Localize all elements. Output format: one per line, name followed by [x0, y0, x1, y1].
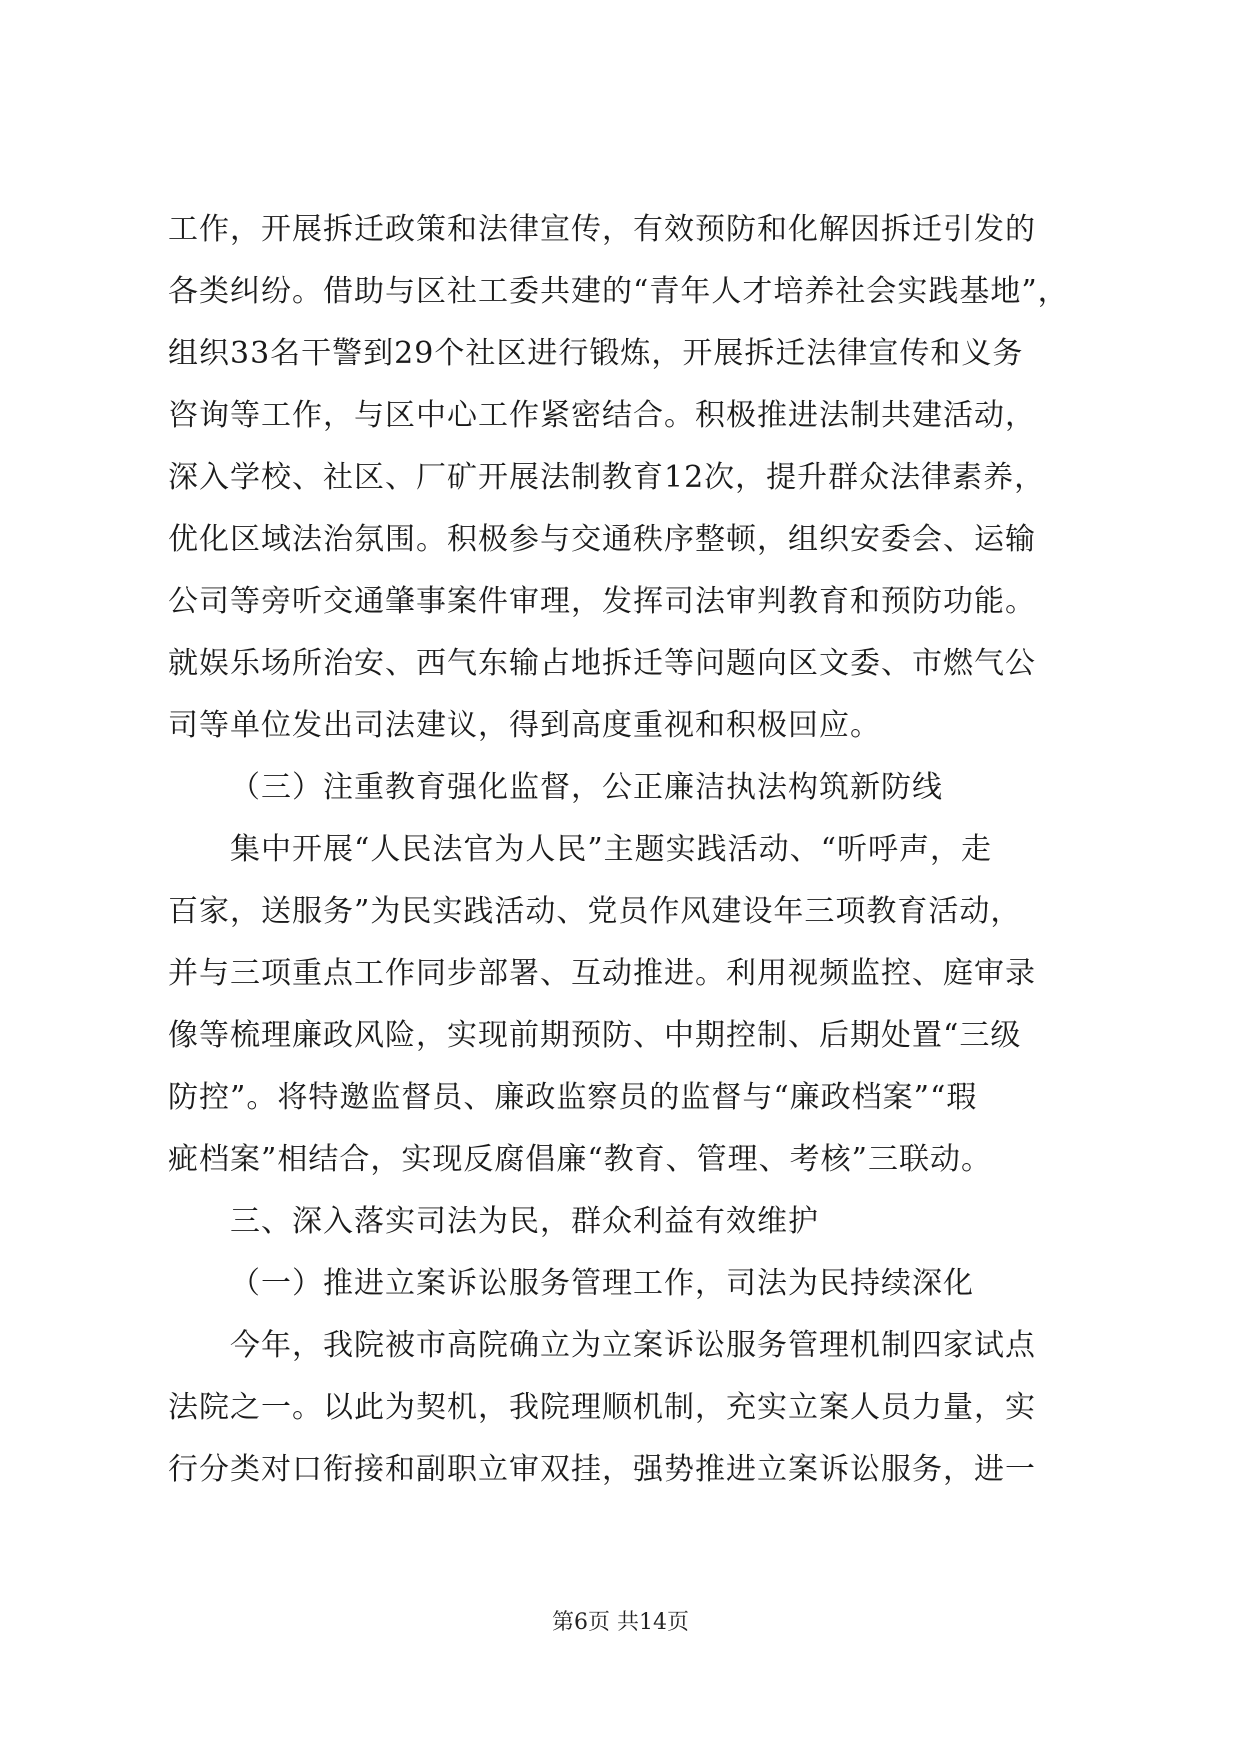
text-line: 集中开展“人民法官为人民”主题实践活动、“听呼声，走: [230, 832, 993, 867]
text-line: 今年，我院被市高院确立为立案诉讼服务管理机制四家试点: [230, 1328, 1036, 1363]
text-line: 防控”。将特邀监督员、廉政监察员的监督与“廉政档案”“瑕: [168, 1080, 978, 1115]
text-line: 就娱乐场所治安、西气东输占地拆迁等问题向区文委、市燃气公: [168, 646, 1036, 681]
section-heading: （三）注重教育强化监督，公正廉洁执法构筑新防线: [230, 770, 943, 805]
text-line: 深入学校、社区、厂矿开展法制教育12次，提升群众法律素养，: [168, 460, 1046, 495]
text-line: 工作，开展拆迁政策和法律宣传，有效预防和化解因拆迁引发的: [168, 212, 1036, 247]
section-heading: （一）推进立案诉讼服务管理工作，司法为民持续深化: [230, 1266, 974, 1301]
text-line: 组织33名干警到29个社区进行锻炼，开展拆迁法律宣传和义务: [168, 336, 1024, 371]
text-line: 优化区域法治氛围。积极参与交通秩序整顿，组织安委会、运输: [168, 522, 1036, 557]
text-line: 像等梳理廉政风险，实现前期预防、中期控制、后期处置“三级: [168, 1018, 1022, 1053]
text-line: 咨询等工作，与区中心工作紧密结合。积极推进法制共建活动，: [168, 398, 1036, 433]
text-line: 公司等旁听交通肇事案件审理，发挥司法审判教育和预防功能。: [168, 584, 1036, 619]
text-line: 百家，送服务”为民实践活动、党员作风建设年三项教育活动，: [168, 894, 1022, 929]
section-heading: 三、深入落实司法为民，群众利益有效维护: [230, 1204, 819, 1239]
text-line: 各类纠纷。借助与区社工委共建的“青年人才培养社会实践基地”，: [168, 274, 1069, 309]
text-line: 并与三项重点工作同步部署、互动推进。利用视频监控、庭审录: [168, 956, 1036, 991]
page-number-footer: 第6页 共14页: [552, 1610, 689, 1635]
text-line: 疵档案”相结合，实现反腐倡廉“教育、管理、考核”三联动。: [168, 1142, 993, 1177]
text-line: 行分类对口衔接和副职立审双挂，强势推进立案诉讼服务，进一: [168, 1452, 1036, 1487]
text-line: 司等单位发出司法建议，得到高度重视和积极回应。: [168, 708, 881, 743]
text-line: 法院之一。以此为契机，我院理顺机制，充实立案人员力量，实: [168, 1390, 1036, 1425]
